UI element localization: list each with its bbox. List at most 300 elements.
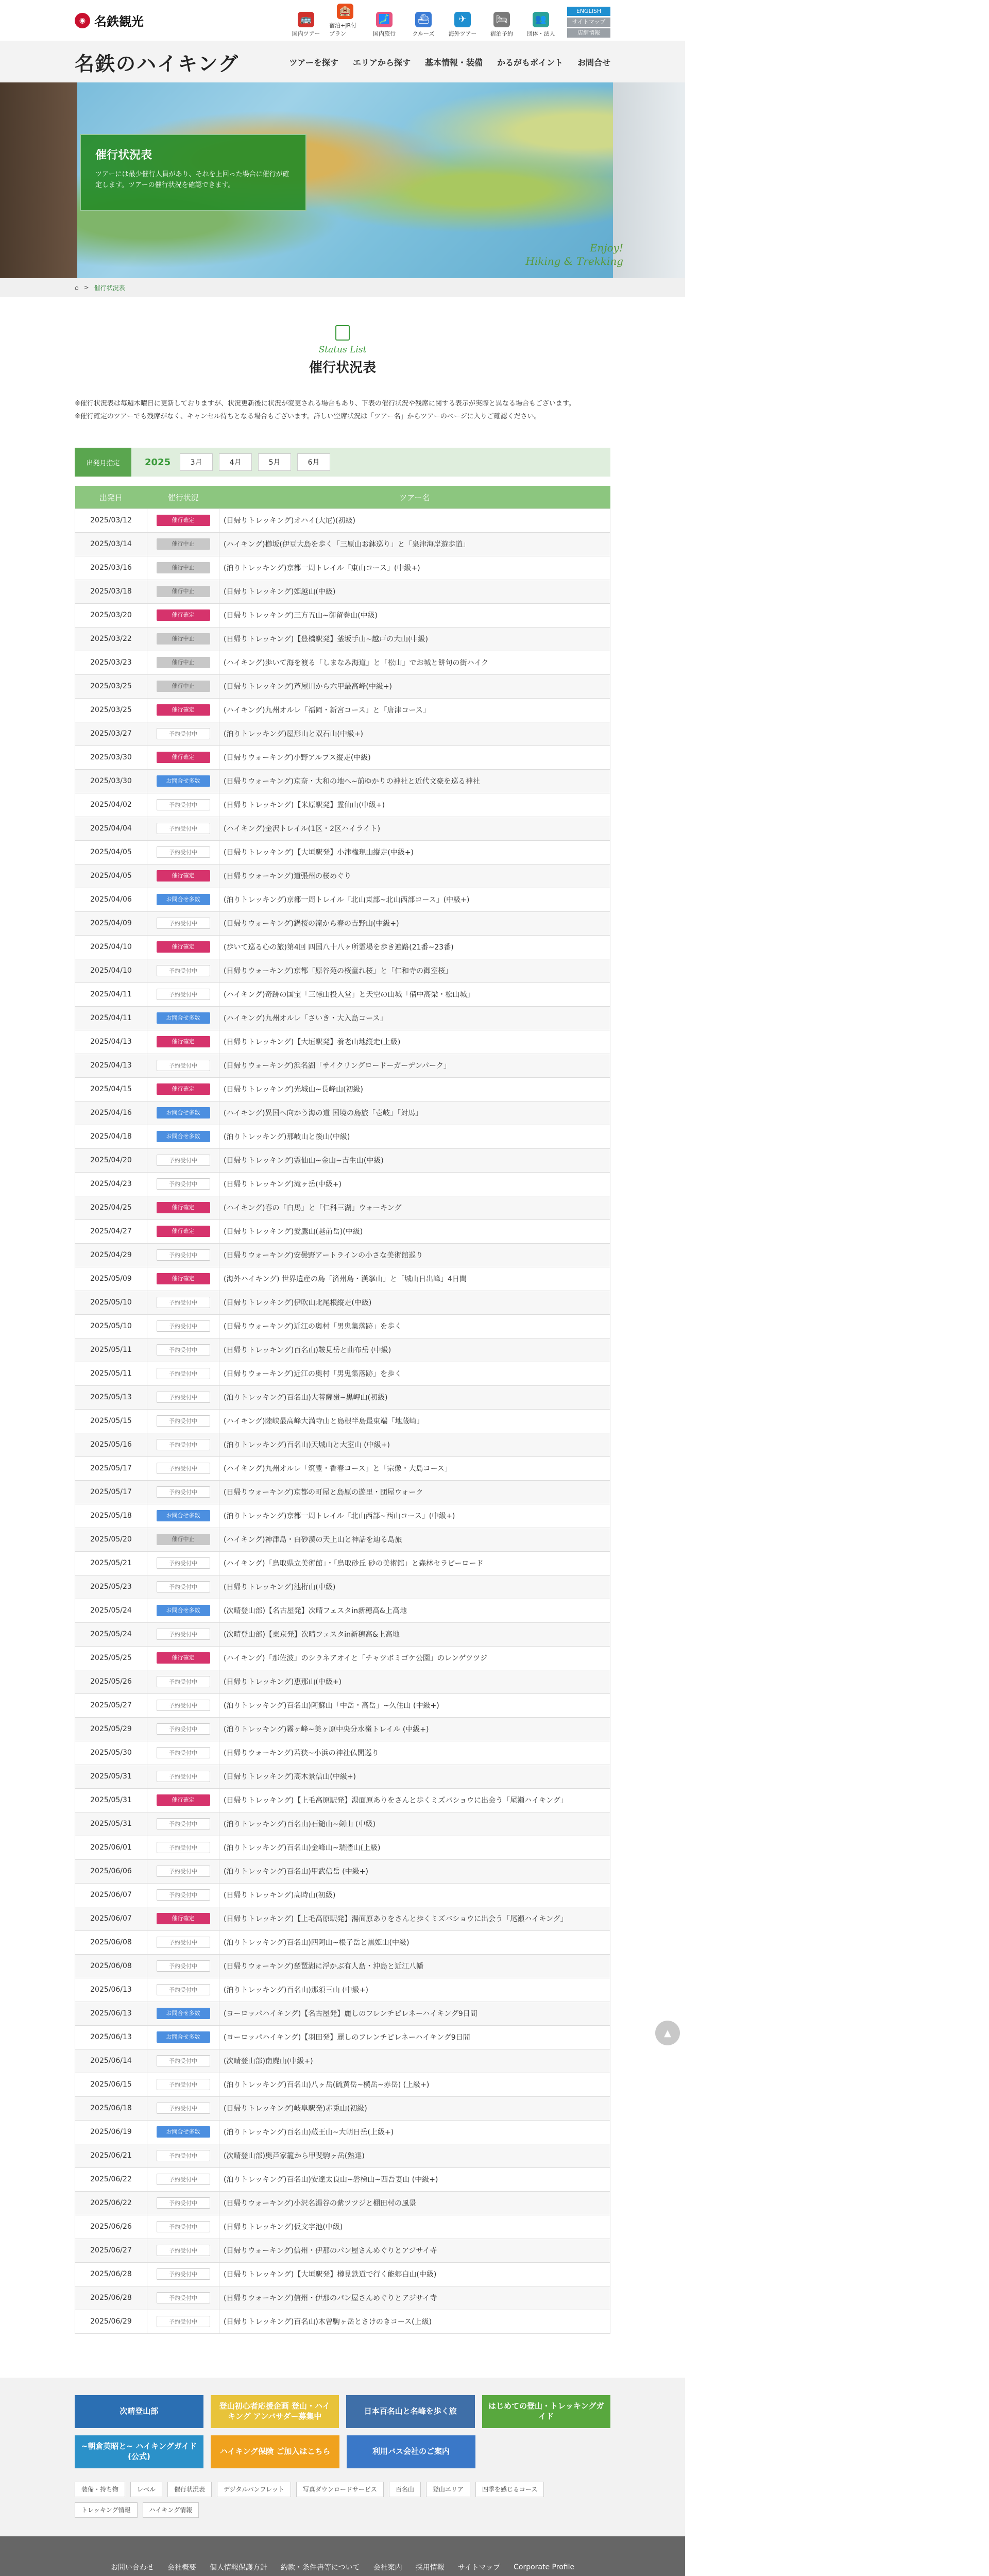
menu-item[interactable]: お問合せ [577,57,610,67]
status-cell [147,1148,219,1172]
status-badge: 予約受付中 [157,2316,210,2327]
tour-name-link[interactable]: (日帰りトレッキング)芦屋川から六甲最高峰(中級+) [219,674,610,698]
table-row [75,2286,610,2310]
status-cell [147,2167,219,2191]
departure-date: 2025/05/23 [75,1575,147,1599]
tour-name-link[interactable]: (日帰りウォーキング)浜名湖「サイクリングロードーガーデンパーク」 [219,1054,610,1077]
table-row [75,1883,610,1907]
departure-date: 2025/04/09 [75,911,147,935]
banner-row [75,2395,610,2428]
tour-name-link[interactable]: (日帰りトレッキング)【大垣駅発】養老山地縦走(上級) [219,1030,610,1054]
tour-name-link[interactable]: (歩いて巡る心の旅)第4回 四国八十八ヶ所霊場を歩き遍路(21番~23番) [219,935,610,959]
tour-name-link[interactable]: (次晴登山部)【東京発】次晴フェスタin新穂高&上高地 [219,1622,610,1646]
table-row [75,1788,610,1812]
tag-link[interactable]: 四季を感じるコース [475,2482,544,2497]
departure-date: 2025/06/07 [75,1907,147,1930]
departure-date: 2025/05/11 [75,1362,147,1385]
status-badge: 催行確定 [157,1202,210,1213]
status-badge: 予約受付中 [157,1960,210,1972]
tour-name-link[interactable]: (泊りトレッキング)霧ヶ峰~美ヶ原中央分水嶺トレイル (中級+) [219,1717,610,1741]
status-badge: 予約受付中 [157,1747,210,1758]
status-badge: 催行確定 [157,1036,210,1047]
tour-name-link[interactable]: (泊りトレッキング)百名山)安達太良山~磐梯山~西吾妻山 (中級+) [219,2167,610,2191]
tour-name-link[interactable]: (日帰りトレッキング)百名山)木曽駒ヶ岳とさけのきコース(上級) [219,2310,610,2333]
status-cell [147,2025,219,2049]
table-row [75,1338,610,1362]
table-row [75,1054,610,1077]
status-cell [147,1646,219,1670]
status-badge: 予約受付中 [157,2103,210,2114]
topnav-item[interactable] [368,12,400,38]
table-row [75,935,610,959]
status-badge: 予約受付中 [157,1557,210,1569]
table-row [75,1551,610,1575]
status-badge: 催行確定 [157,1226,210,1237]
clipboard-icon [335,325,350,341]
note-2: ※催行確定のツアーでも残席がなく、キャンセル待ちとなる場合もございます。詳しい空席状況は「ツアー名」からツアーのページに入りご確認ください。 [75,412,541,420]
topnav-label: 国内旅行 [373,30,396,37]
tour-name-link[interactable]: (日帰りウォーキング)京奈・大和の地へ~前ゆかりの神社と近代文豪を巡る神社 [219,769,610,793]
tour-name-link[interactable]: (日帰りトレッキング)【大垣駅発】小津権現山縦走(中級+) [219,840,610,864]
promo-banner[interactable]: ~朝倉英昭と~ ハイキングガイド(公式) [75,2435,203,2468]
promo-banner[interactable]: 次晴登山部 [75,2395,203,2428]
departure-date: 2025/05/10 [75,1291,147,1314]
bus-icon: 🚌 [298,12,314,27]
tour-name-link[interactable]: (日帰りトレッキング)三方五山~御留巻山(中級) [219,603,610,627]
tour-name-link[interactable]: (日帰りトレッキング)【上毛高原駅発】湯面原ありをさんと歩くミズバショウに出会う「尾瀬ハイキング」 [219,1907,610,1930]
tour-name-link[interactable]: (泊りトレッキング)百名山)天城山と大室山 (中級+) [219,1433,610,1456]
table-row [75,1575,610,1599]
month-button-4[interactable]: 4月 [219,453,252,471]
status-cell [147,1243,219,1267]
status-badge: 予約受付中 [157,2221,210,2232]
hero-enjoy-caption [525,241,623,268]
status-badge: 予約受付中 [157,2079,210,2090]
departure-date: 2025/06/26 [75,2215,147,2239]
tour-name-link[interactable]: (日帰りウォーキング)近江の奥村「男鬼集落跡」を歩く [219,1362,610,1385]
table-row [75,509,610,532]
departure-date: 2025/05/17 [75,1480,147,1504]
status-badge: 予約受付中 [157,823,210,834]
tour-name-link[interactable]: (日帰りウォーキング)道張州の桜めぐり [219,864,610,888]
departure-date: 2025/04/06 [75,888,147,911]
departure-date: 2025/06/18 [75,2096,147,2120]
status-badge: お問合せ多数 [157,775,210,787]
departure-date: 2025/05/09 [75,1267,147,1291]
status-cell [147,1907,219,1930]
tour-name-link[interactable]: (泊りトレッキング)百名山)八ヶ岳(硫黄岳~横岳~赤岳) (上級+) [219,2073,610,2096]
footer-link[interactable]: 会社案内 [373,2563,402,2572]
tour-name-link[interactable]: (ヨーロッパハイキング)【名古屋発】麗しのフレンチピレネーハイキング9日間 [219,2002,610,2025]
departure-date: 2025/04/15 [75,1077,147,1101]
table-row [75,793,610,817]
status-cell [147,817,219,840]
tour-name-link[interactable]: (ハイキング)神津島・白砂漠の天上山と神話を辿る島旅 [219,1528,610,1551]
status-badge: 予約受付中 [157,1178,210,1190]
status-cell [147,580,219,603]
status-cell [147,1883,219,1907]
status-badge: 予約受付中 [157,1937,210,1948]
tour-name-link[interactable]: (日帰りウォーキング)小沢名湯谷の紫ツツジと棚田村の風景 [219,2191,610,2215]
status-badge: 予約受付中 [157,1889,210,1901]
status-badge: 催行中止 [157,1534,210,1545]
topnav-item[interactable] [407,12,439,38]
tour-name-link[interactable]: (日帰りウォーキング)鍋桜の滝から春の吉野山(中級+) [219,911,610,935]
tour-name-link[interactable]: (次晴登山部)奥芦家籠から甲斐駒ヶ岳(熟達) [219,2144,610,2167]
lang-link[interactable]: サイトマップ [567,18,610,27]
status-cell [147,1172,219,1196]
tour-name-link[interactable]: (泊りトレッキング)京都一周トレイル「東山コース」(中級+) [219,556,610,580]
status-badge: お問合せ多数 [157,1131,210,1142]
tag-link[interactable]: 登山エリア [426,2482,470,2497]
table-row [75,2120,610,2144]
status-cell [147,1433,219,1456]
brand-logo[interactable] [75,11,144,29]
status-badge: お問合せ多数 [157,2008,210,2019]
status-cell [147,2239,219,2262]
table-row [75,1385,610,1409]
tour-name-link[interactable]: (ヨーロッパハイキング)【羽田発】麗しのフレンチピレネーハイキング9日間 [219,2025,610,2049]
tour-name-link[interactable]: (泊りトレッキング)百名山)金峰山~瑞牆山(上級) [219,1836,610,1859]
hero-wood-decoration [0,82,77,278]
tag-link[interactable]: 催行状況表 [167,2482,212,2497]
tour-name-link[interactable]: (日帰りトレッキング)霊仙山~金山~吉生山(中級) [219,1148,610,1172]
tag-list [75,2482,610,2518]
promo-banner[interactable]: ハイキング保険 ご加入はこちら [211,2435,339,2468]
table-row [75,1765,610,1788]
tour-name-link[interactable]: (日帰りトレッキング)光城山~長峰山(初級) [219,1077,610,1101]
tour-name-link[interactable]: (泊りトレッキング)百名山)那須三山 (中級+) [219,1978,610,2002]
table-row [75,1267,610,1291]
table-header-row [75,486,610,509]
departure-date: 2025/04/18 [75,1125,147,1148]
tour-name-link[interactable]: (日帰りトレッキング)百名山)鞍見岳と曲布岳 (中級) [219,1338,610,1362]
menu-item[interactable]: 基本情報・装備 [424,57,483,67]
status-badge: 催行確定 [157,752,210,763]
tour-name-link[interactable]: (ハイキング)櫛坂(伊豆大島を歩く「三原山お鉢巡り」と「泉津海岸遊歩道」 [219,532,610,556]
tour-name-link[interactable]: (次晴登山部)南麂山(中級+) [219,2049,610,2073]
tour-name-link[interactable]: (ハイキング)「那佐波」のシラネアオイと「チャツボミゴケ公園」のレンゲツツジ [219,1646,610,1670]
month-button-3[interactable]: 3月 [180,453,213,471]
status-cell [147,2310,219,2333]
tour-name-link[interactable]: (日帰りトレッキング)仮文字池(中級) [219,2215,610,2239]
departure-date: 2025/06/28 [75,2286,147,2310]
status-badge: 予約受付中 [157,1249,210,1261]
departure-date: 2025/05/26 [75,1670,147,1693]
status-cell [147,1670,219,1693]
tour-name-link[interactable]: (日帰りトレッキング)【米原駅発】霊仙山(中級+) [219,793,610,817]
tag-link[interactable]: ハイキング情報 [143,2502,199,2518]
status-cell [147,1196,219,1219]
status-badge: 催行確定 [157,1083,210,1095]
table-row [75,1599,610,1622]
table-row [75,2310,610,2333]
tour-name-link[interactable]: (泊りトレッキング)百名山)蔵王山~大朝日岳(上級+) [219,2120,610,2144]
tour-name-link[interactable]: (泊りトレッキング)京都一周トレイル「北山東部~北山西部コース」(中級+) [219,888,610,911]
status-badge: 催行確定 [157,1794,210,1806]
table-row [75,1480,610,1504]
departure-date: 2025/06/28 [75,2262,147,2286]
departure-date: 2025/05/17 [75,1456,147,1480]
departure-date: 2025/03/27 [75,722,147,745]
status-cell [147,509,219,532]
status-badge: お問合せ多数 [157,2031,210,2043]
tour-name-link[interactable]: (日帰りトレッキング)高時山(初級) [219,1883,610,1907]
tour-name-link[interactable]: (日帰りウォーキング)安曇野アートラインの小さな美術館巡り [219,1243,610,1267]
tour-name-link[interactable]: (海外ハイキング) 世界遺産の島「済州島・漢拏山」と「城山日出峰」4日間 [219,1267,610,1291]
top-header [0,0,685,41]
lang-link[interactable]: 店舗情報 [567,28,610,38]
tag-link[interactable]: 装備・持ち物 [75,2482,125,2497]
tour-name-link[interactable]: (日帰りトレッキング)オハイ(大尼)(初級) [219,509,610,532]
tour-name-link[interactable]: (泊りトレッキング)百名山)阿蘇山「中岳・高岳」~久住山 (中級+) [219,1693,610,1717]
breadcrumb-current: 催行状況表 [94,284,125,292]
status-cell [147,1788,219,1812]
status-badge: お問合せ多数 [157,894,210,905]
topnav-item[interactable] [329,4,361,38]
tour-name-link[interactable]: (日帰りトレッキング)滝ヶ岳(中級+) [219,1172,610,1196]
status-badge: 予約受付中 [157,1842,210,1853]
departure-date: 2025/03/12 [75,509,147,532]
tour-name-link[interactable]: (ハイキング)九州オルレ「さいき・大入島コース」 [219,1006,610,1030]
topnav-label: 宿泊予約 [490,30,513,37]
tour-name-link[interactable]: (泊りトレッキング)屋形山と双石山(中級+) [219,722,610,745]
tour-name-link[interactable]: (日帰りトレッキング)池桁山(中級) [219,1575,610,1599]
departure-date: 2025/05/27 [75,1693,147,1717]
topnav-item[interactable] [447,12,479,38]
tag-link[interactable]: レベル [130,2482,162,2497]
promo-banner[interactable]: 登山初心者応援企画 登山・ハイキング アンバサダー募集中 [211,2395,339,2428]
tour-name-link[interactable]: (日帰りトレッキング)【大垣駅発】樽見鉄道で行く能郷白山(中級) [219,2262,610,2286]
status-badge: 予約受付中 [157,1676,210,1687]
departure-date: 2025/06/13 [75,2002,147,2025]
tour-name-link[interactable]: (泊りトレッキング)百名山)大菩薩嶺~黒岬山(初級) [219,1385,610,1409]
status-cell [147,1599,219,1622]
tour-name-link[interactable]: (ハイキング)九州オルレ「筑豊・香春コース」と「宗像・大島コース」 [219,1456,610,1480]
table-row [75,1196,610,1219]
status-cell [147,1101,219,1125]
filter-year: 2025 [145,456,171,468]
tour-name-link[interactable]: (ハイキング)春の「白馬」と「仁科三湖」ウォーキング [219,1196,610,1219]
home-icon[interactable]: ⌂ [75,284,79,291]
tour-name-link[interactable]: (ハイキング)異国へ向かう海の道 国境の島旅「壱岐」「対馬」 [219,1101,610,1125]
tag-link[interactable]: デジタルパンフレット [217,2482,291,2497]
status-cell [147,1551,219,1575]
menu-item[interactable]: かるがもポイント [497,57,563,67]
table-row [75,2049,610,2073]
departure-date: 2025/05/15 [75,1409,147,1433]
table-row [75,959,610,982]
departure-date: 2025/06/19 [75,2120,147,2144]
ship-icon: ⛴ [415,12,432,27]
tag-link[interactable]: 百名山 [389,2482,421,2497]
tour-name-link[interactable]: (日帰りトレッキング)伊吹山北尾根縦走(中級) [219,1291,610,1314]
status-badge: 予約受付中 [157,1463,210,1474]
status-badge: 予約受付中 [157,1439,210,1450]
status-cell [147,911,219,935]
departure-date: 2025/06/08 [75,1954,147,1978]
tour-name-link[interactable]: (日帰りトレッキング)【豊橋駅発】釜坂手山~越戸の大山(中級) [219,627,610,651]
status-badge: 催行中止 [157,538,210,550]
tour-name-link[interactable]: (泊りトレッキング)百名山)甲武信岳 (中級+) [219,1859,610,1883]
topnav-item[interactable] [525,12,557,38]
tag-link[interactable]: 写真ダウンロードサービス [296,2482,384,2497]
status-badge: 予約受付中 [157,846,210,858]
tour-name-link[interactable]: (次晴登山部)【名古屋発】次晴フェスタin新穂高&上高地 [219,1599,610,1622]
footer-link[interactable]: Corporate Profile [514,2563,575,2571]
status-cell [147,1717,219,1741]
footer-link[interactable]: 約款・条件書等について [280,2563,360,2572]
status-badge: 予約受付中 [157,1320,210,1332]
tour-name-link[interactable]: (泊りトレッキング)百名山)石鎚山~剣山 (中級) [219,1812,610,1836]
hotel-train-icon: 🏨 [337,4,353,19]
tour-name-link[interactable]: (ハイキング)奇跡の国宝「三徳山投入堂」と天空の山城「備中高梁・松山城」 [219,982,610,1006]
status-badge: 予約受付中 [157,1581,210,1592]
table-row [75,580,610,603]
breadcrumb [0,278,685,297]
tour-name-link[interactable]: (日帰りウォーキング)琵琶湖に浮かぶ有人島・沖島と近江八幡 [219,1954,610,1978]
departure-date: 2025/04/11 [75,982,147,1006]
tour-name-link[interactable]: (日帰りウォーキング)若狭~小浜の神社仏閣巡り [219,1741,610,1765]
tour-name-link[interactable]: (ハイキング)九州オルレ「福岡・新宮コース」と「唐津コース」 [219,698,610,722]
status-cell [147,1978,219,2002]
promo-banner[interactable]: 利用バス会社のご案内 [347,2435,475,2468]
departure-date: 2025/04/05 [75,864,147,888]
group-icon: 👥 [533,12,549,27]
departure-date: 2025/06/29 [75,2310,147,2333]
status-cell [147,1812,219,1836]
tour-name-link[interactable]: (ハイキング)「鳥取県立美術館」・「鳥取砂丘 砂の美術館」と森林セラピーロード [219,1551,610,1575]
promo-banner[interactable]: はじめての登山・トレッキングガイド [482,2395,611,2428]
departure-date: 2025/05/30 [75,1741,147,1765]
status-cell [147,1409,219,1433]
departure-date: 2025/06/13 [75,2025,147,2049]
tour-name-link[interactable]: (ハイキング)歩いて海を渡る「しまなみ海道」と「松山」でお城と餅句の街ハイク [219,651,610,674]
tour-name-link[interactable]: (日帰りウォーキング)信州・伊那のパン屋さんめぐりとアジサイ寺 [219,2286,610,2310]
table-row [75,2239,610,2262]
note-1: ※催行状況表は毎週木曜日に更新しておりますが、状況更新後に状況が変更される場合もあり、下表の催行状況や残席に関する表示が実際と異なる場合もございます。 [75,400,575,408]
footer-link[interactable]: 個人情報保護方針 [209,2563,267,2572]
topnav-item[interactable] [290,12,322,38]
tour-name-link[interactable]: (日帰りトレッキング)姫越山(中級) [219,580,610,603]
status-badge: 予約受付中 [157,1866,210,1877]
tour-name-link[interactable]: (泊りトレッキング)那岐山と後山(中級) [219,1125,610,1148]
table-row [75,1859,610,1883]
status-cell [147,1314,219,1338]
departure-date: 2025/06/07 [75,1883,147,1907]
departure-date: 2025/03/30 [75,769,147,793]
departure-date: 2025/06/13 [75,1978,147,2002]
status-badge: 予約受付中 [157,1818,210,1829]
status-cell [147,864,219,888]
footer-link[interactable]: 会社概要 [167,2563,196,2572]
departure-date: 2025/04/16 [75,1101,147,1125]
table-row [75,817,610,840]
tour-name-link[interactable]: (日帰りウォーキング)小野アルプス縦走(中級) [219,745,610,769]
tour-name-link[interactable]: (泊りトレッキング)京都一周トレイル「北山西部~西山コース」(中級+) [219,1504,610,1528]
status-cell [147,2286,219,2310]
tour-name-link[interactable]: (日帰りウォーキング)京都「原谷苑の桜童れ桜」と「仁和寺の御室桜」 [219,959,610,982]
status-badge: 催行中止 [157,586,210,597]
footer-link[interactable]: お問い合わせ [110,2563,154,2572]
table-row [75,2144,610,2167]
status-cell [147,2002,219,2025]
tour-name-link[interactable]: (日帰りトレッキング)【上毛高原駅発】湯面原ありをさんと歩くミズバショウに出会う「尾瀬ハイキング」 [219,1788,610,1812]
status-cell [147,722,219,745]
departure-date: 2025/03/18 [75,580,147,603]
tour-name-link[interactable]: (日帰りトレッキング)岐阜駅発)赤兎山(初級) [219,2096,610,2120]
back-to-top-icon[interactable]: ▲ [655,2021,680,2045]
tour-name-link[interactable]: (ハイキング)金沢トレイル(1区・2区ハイライト) [219,817,610,840]
top-nav [290,4,610,38]
footer-link[interactable]: 採用情報 [415,2563,445,2572]
status-cell [147,1836,219,1859]
table-row [75,1101,610,1125]
tour-name-link[interactable]: (日帰りウォーキング)近江の奥村「男鬼集落跡」を歩く [219,1314,610,1338]
month-button-5[interactable]: 5月 [258,453,291,471]
tour-name-link[interactable]: (日帰りトレッキング)高木景信山(中級+) [219,1765,610,1788]
status-badge: 予約受付中 [157,1629,210,1640]
footer-link[interactable]: サイトマップ [457,2563,501,2572]
header-status: 催行状況 [147,486,219,509]
status-badge: 予約受付中 [157,1060,210,1071]
status-cell [147,1954,219,1978]
tour-name-link[interactable]: (日帰りウォーキング)京都の町屋と島原の遊里・団屋ウォーク [219,1480,610,1504]
table-row [75,1693,610,1717]
departure-date: 2025/05/16 [75,1433,147,1456]
departure-date: 2025/06/21 [75,2144,147,2167]
month-filter [75,448,610,477]
tour-name-link[interactable]: (日帰りトレッキング)愛鷹山(越前岳)(中級) [219,1219,610,1243]
map-icon: 🗾 [376,12,393,27]
site-logo[interactable]: 名鉄のハイキング [75,52,239,75]
table-row [75,2262,610,2286]
departure-date: 2025/04/25 [75,1196,147,1219]
tour-name-link[interactable]: (泊りトレッキング)百名山)四阿山~根子岳と黒姫山(中級) [219,1930,610,1954]
departure-date: 2025/04/27 [75,1219,147,1243]
topnav-item[interactable] [486,12,518,38]
departure-date: 2025/03/25 [75,674,147,698]
tour-name-link[interactable]: (日帰りトレッキング)恵那山(中級+) [219,1670,610,1693]
lang-link[interactable]: ENGLISH [567,7,610,16]
table-row [75,2167,610,2191]
tour-name-link[interactable]: (日帰りウォーキング)信州・伊那のパン屋さんめぐりとアジサイ寺 [219,2239,610,2262]
status-cell [147,1930,219,1954]
status-cell [147,674,219,698]
hotel-icon: 🛏 [493,12,510,27]
month-button-6[interactable]: 6月 [297,453,330,471]
status-cell [147,1693,219,1717]
status-cell [147,1504,219,1528]
menu-item[interactable]: エリアから探す [352,57,411,67]
tag-link[interactable]: トレッキング情報 [75,2502,138,2518]
status-badge: 催行確定 [157,609,210,621]
table-row [75,1954,610,1978]
table-row [75,1125,610,1148]
status-cell [147,793,219,817]
status-cell [147,840,219,864]
status-cell [147,1575,219,1599]
status-cell [147,982,219,1006]
promo-banner[interactable]: 日本百名山と名峰を歩く旅 [346,2395,475,2428]
tour-name-link[interactable]: (ハイキング)陸峡最高峰大満寺山と島根半島最東端「地蔵崎」 [219,1409,610,1433]
menu-item[interactable]: ツアーを探す [289,57,338,67]
departure-date: 2025/05/25 [75,1646,147,1670]
status-badge: 催行確定 [157,1652,210,1664]
departure-date: 2025/05/31 [75,1788,147,1812]
status-cell [147,627,219,651]
status-cell [147,603,219,627]
